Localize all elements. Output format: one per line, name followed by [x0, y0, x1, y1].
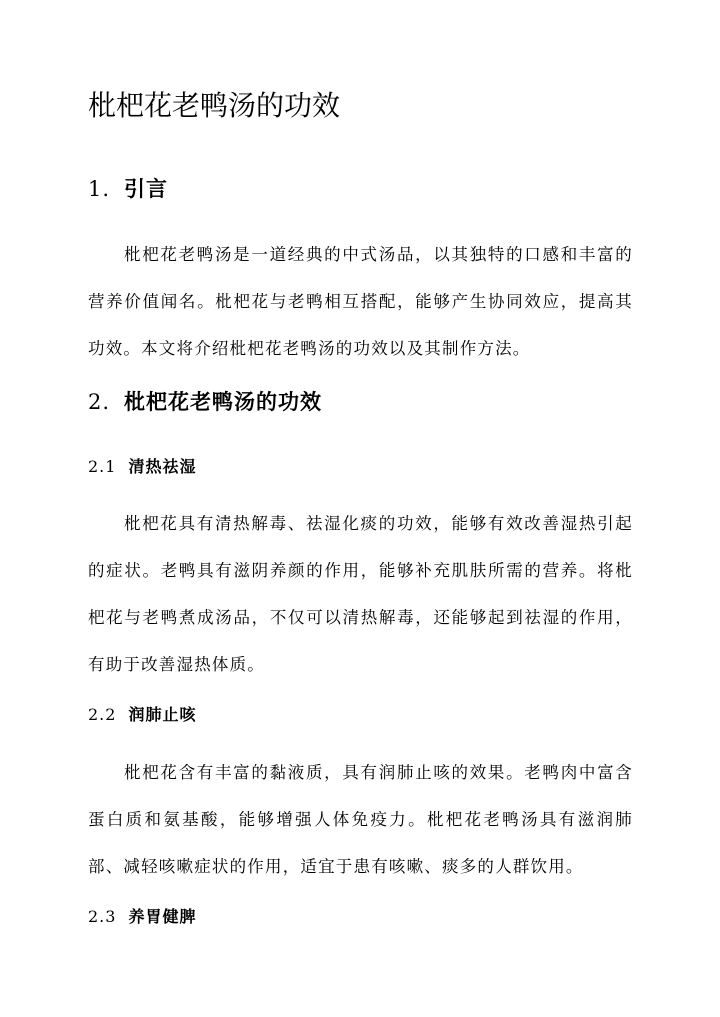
- subsection-heading-moisten-lung: [88, 702, 196, 728]
- section-heading-intro: [88, 173, 168, 205]
- subsection-heading-nourish-stomach: [88, 904, 196, 930]
- section-number: 2.: [88, 390, 111, 414]
- section-heading-effects: [88, 386, 322, 418]
- subsection-title: 润肺止咳: [128, 705, 197, 724]
- subsection-title: 清热祛湿: [128, 457, 197, 476]
- subsection-title: 养胃健脾: [128, 907, 197, 926]
- moisten-lung-paragraph: 枇杷花含有丰富的黏液质，具有润肺止咳的效果。老鸭肉中富含蛋白质和氨基酸，能够增强人体免疫力。枇杷花老鸭汤具有滋润肺部、减轻咳嗽症状的作用，适宜于患有咳嗽、痰多的人群饮用。: [88, 763, 633, 876]
- subsection-number: 2.3: [88, 907, 117, 926]
- page-title: 枇杷花老鸭汤的功效: [88, 89, 341, 122]
- clear-heat-paragraph: 枇杷花具有清热解毒、祛湿化痰的功效，能够有效改善湿热引起的症状。老鸭具有滋阴养颜的作用，能够补充肌肤所需的营养。将枇杷花与老鸭煮成汤品，不仅可以清热解毒，还能够起到祛湿的作用，有助于改善湿热体质。: [88, 514, 633, 674]
- section-title: 引言: [124, 176, 169, 201]
- subsection-heading-clear-heat: [88, 454, 196, 480]
- subsection-number: 2.1: [88, 457, 117, 476]
- section-number: 1.: [88, 177, 111, 201]
- intro-paragraph: 枇杷花老鸭汤是一道经典的中式汤品，以其独特的口感和丰富的营养价值闻名。枇杷花与老鸭相互搭配，能够产生协同效应，提高其功效。本文将介绍枇杷花老鸭汤的功效以及其制作方法。: [88, 245, 633, 358]
- section-title: 枇杷花老鸭汤的功效: [124, 389, 323, 414]
- subsection-number: 2.2: [88, 705, 117, 724]
